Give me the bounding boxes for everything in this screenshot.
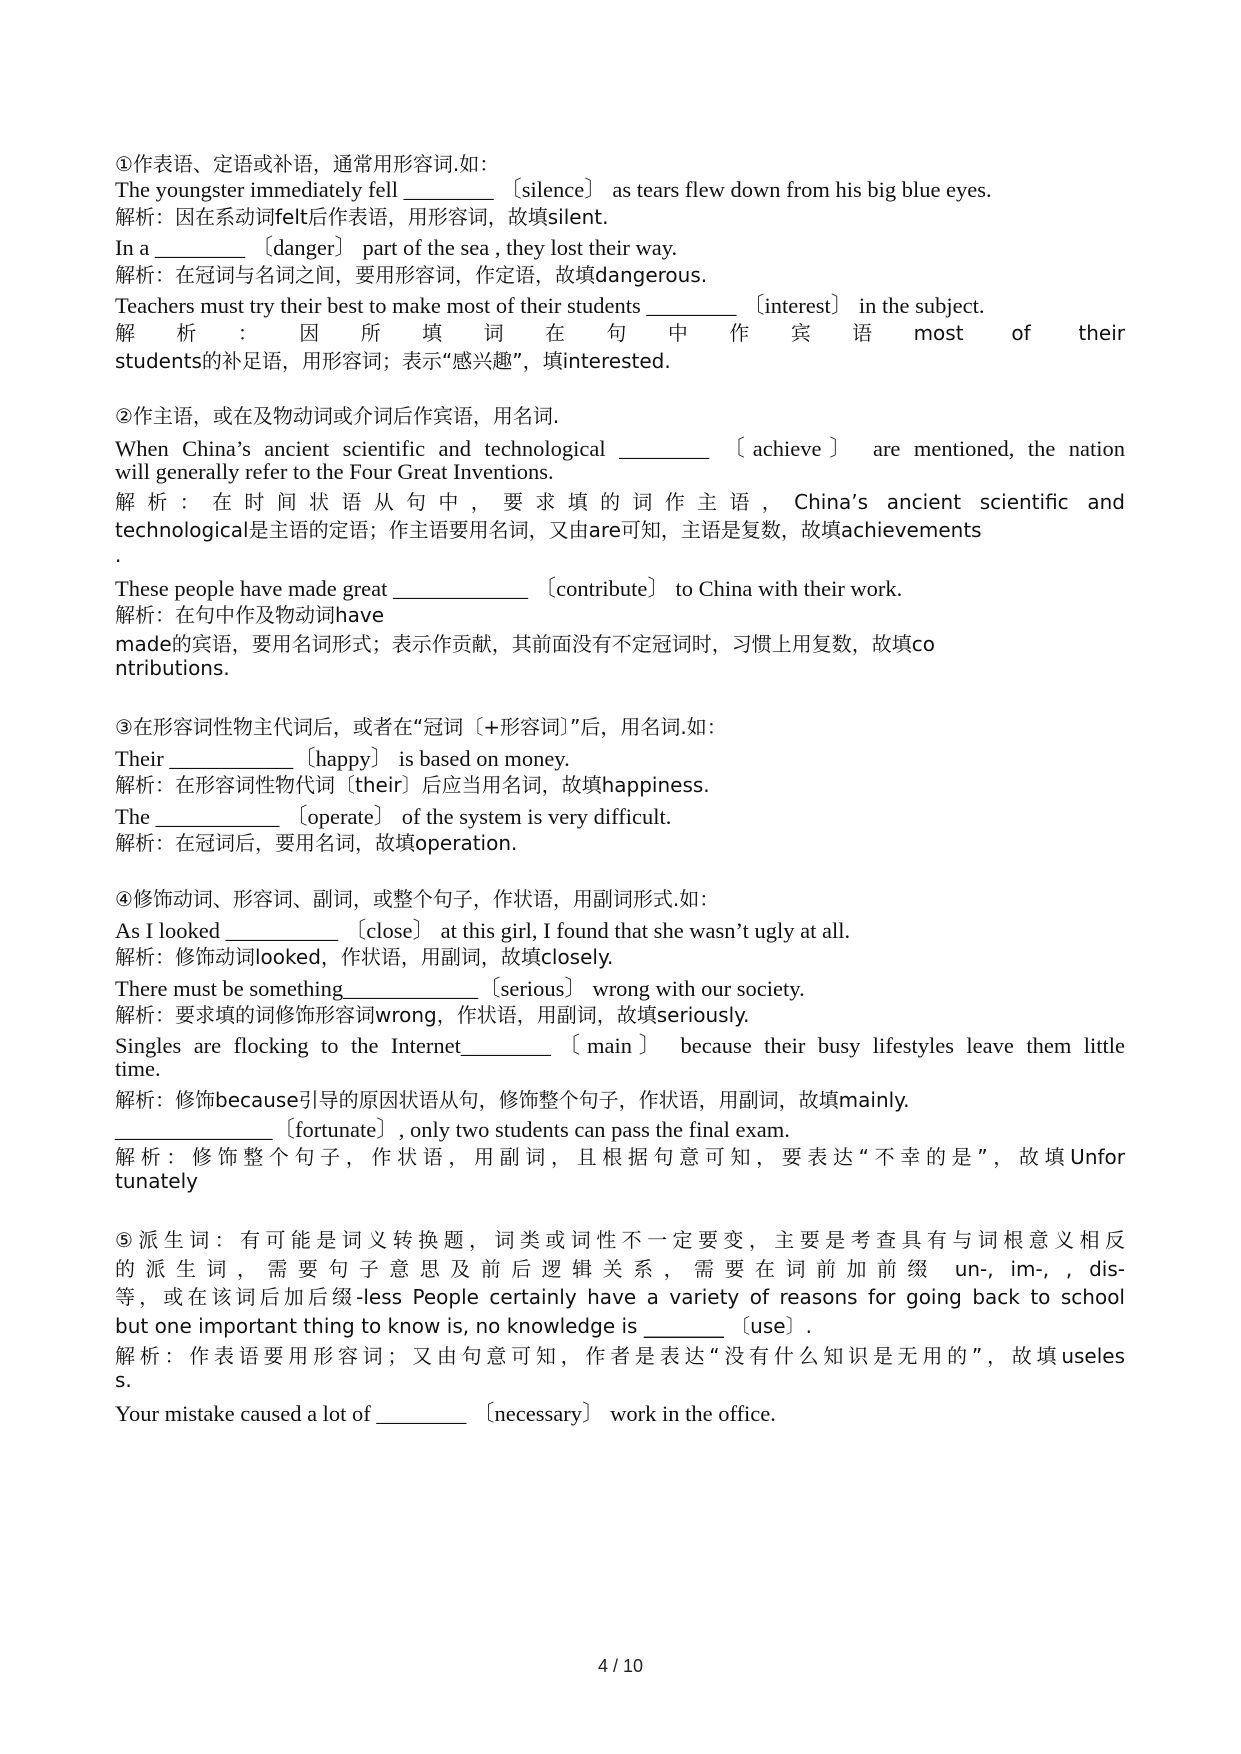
explanation-line: 解析：在冠词后，要用名词，故填operation.	[115, 831, 518, 855]
explanation-line: 解析：在形容词性物代词〔their〕后应当用名词，故填happiness.	[115, 773, 710, 797]
page-number: 4 / 10	[597, 1656, 644, 1676]
explanation-line: s.	[115, 1368, 132, 1392]
exercise-sentence: As I looked __________ 〔close〕 at this girl, I found that she wasn’t ugly at all.	[115, 918, 851, 943]
explanation-line: 解析：因所填词在句中作宾语most of their	[115, 321, 1125, 345]
explanation-line: ntributions.	[115, 656, 230, 680]
exercise-sentence: The youngster immediately fell ________ 〔silence〕 as tears flew down from his big blue eyes.	[115, 177, 992, 202]
exercise-sentence: Their ___________〔happy〕 is based on money.	[115, 746, 570, 771]
explanation-line: 解析：在句中作及物动词have	[115, 603, 385, 627]
explanation-line: ④修饰动词、形容词、副词，或整个句子，作状语，用副词形式.如：	[115, 887, 720, 911]
explanation-line: tunately	[115, 1169, 198, 1193]
exercise-sentence: There must be something____________〔serious〕 wrong with our society.	[115, 976, 805, 1001]
exercise-sentence: The ___________ 〔operate〕 of the system is very difficult.	[115, 804, 672, 829]
exercise-sentence: time.	[115, 1056, 161, 1081]
explanation-line: 解析：要求填的词修饰形容词wrong，作状语，用副词，故填seriously.	[115, 1003, 750, 1027]
exercise-sentence: These people have made great ____________ 〔contribute〕 to China with their work.	[115, 576, 903, 601]
exercise-sentence: Teachers must try their best to make most of their students ________ 〔interest〕 in the subject.	[115, 293, 985, 318]
explanation-line: 解析：修饰动词looked，作状语，用副词，故填closely.	[115, 945, 614, 969]
explanation-line: ③在形容词性物主代词后，或者在“冠词〔+形容词〕”后，用名词.如：	[115, 715, 727, 739]
explanation-line: .	[115, 543, 122, 567]
exercise-sentence: ______________〔fortunate〕, only two students can pass the final exam.	[115, 1117, 790, 1142]
exercise-sentence: Singles are flocking to the Internet________〔main〕 because their busy lifestyles leave them little	[115, 1033, 1125, 1058]
explanation-line: students的补足语，用形容词；表示“感兴趣”，填interested.	[115, 349, 671, 373]
explanation-line: 解析：在冠词与名词之间，要用形容词，作定语，故填dangerous.	[115, 263, 708, 287]
explanation-line: 等，或在该词后加后缀-less People certainly have a variety of reasons for going back to school	[115, 1285, 1125, 1309]
explanation-line: 解析：修饰整个句子，作状语，用副词，且根据句意可知，要表达“不幸的是”，故填Unfor	[115, 1145, 1125, 1169]
exercise-sentence: will generally refer to the Four Great Inventions.	[115, 459, 554, 484]
explanation-line: 解析：因在系动词felt后作表语，用形容词，故填silent.	[115, 205, 609, 229]
exercise-sentence: When China’s ancient scientific and technological ________ 〔achieve〕 are mentioned, the nation	[115, 436, 1125, 461]
explanation-line: ②作主语，或在及物动词或介词后作宾语，用名词.	[115, 404, 560, 428]
explanation-line: 解析：修饰because引导的原因状语从句，修饰整个句子，作状语，用副词，故填mainly.	[115, 1088, 910, 1112]
explanation-line: made的宾语，要用名词形式；表示作贡献，其前面没有不定冠词时，习惯上用复数，故填co	[115, 632, 935, 656]
explanation-line: 的派生词，需要句子意思及前后逻辑关系，需要在词前加前缀 un-, im-, , dis-	[115, 1257, 1125, 1281]
exercise-sentence: In a ________ 〔danger〕 part of the sea , they lost their way.	[115, 235, 678, 260]
exercise-sentence: Your mistake caused a lot of ________ 〔necessary〕 work in the office.	[115, 1401, 776, 1426]
explanation-line: technological是主语的定语；作主语要用名词，又由are可知，主语是复数，故填achievements	[115, 518, 982, 542]
explanation-line: ①作表语、定语或补语，通常用形容词.如：	[115, 152, 500, 176]
explanation-line: 解析：作表语要用形容词；又由句意可知，作者是表达“没有什么知识是无用的”，故填useles	[115, 1344, 1125, 1368]
explanation-line: but one important thing to know is, no knowledge is ________ 〔use〕.	[115, 1314, 812, 1338]
explanation-line: ⑤派生词：有可能是词义转换题，词类或词性不一定要变，主要是考查具有与词根意义相反	[115, 1228, 1125, 1252]
explanation-line: 解析：在时间状语从句中，要求填的词作主语，China’s ancient scientific and	[115, 490, 1125, 514]
